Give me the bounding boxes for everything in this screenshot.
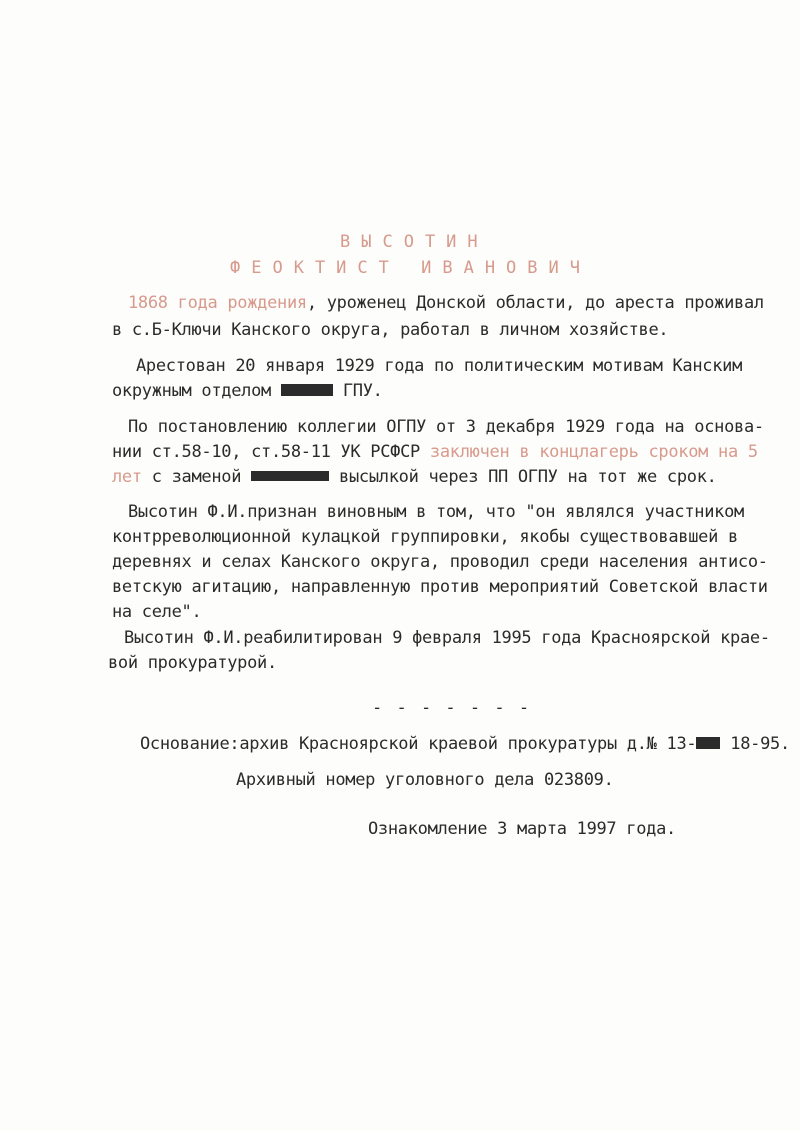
paragraph-charge-line-3: деревнях и селах Канского округа, проводил среди населения антисо-	[112, 552, 768, 572]
redaction-mark	[281, 384, 333, 396]
origin-text: , уроженец Донской области, до ареста проживал	[306, 293, 764, 313]
paragraph-arrest-line-2	[112, 380, 383, 402]
name-heading: ФЕОКТИСТ ИВАНОВИЧ	[230, 258, 591, 278]
archive-number-line: Архивный номер уголовного дела 023809.	[236, 770, 614, 790]
basis-line	[140, 733, 790, 755]
paragraph-sentence-line-2	[112, 441, 758, 463]
arrest-dept-text: окружным отделом	[112, 381, 281, 401]
paragraph-charge-line-1: Высотин Ф.И.признан виновным в том, что "он являлся участником	[128, 502, 744, 522]
case-number-text: 18-95.	[720, 734, 790, 754]
paragraph-arrest-line-1: Арестован 20 января 1929 года по политическим мотивам Канским	[136, 356, 743, 376]
separator-dashes: - - - - - - -	[372, 698, 532, 718]
gpu-text: ГПУ.	[332, 381, 383, 401]
paragraph-birth-line-1	[128, 292, 764, 314]
birth-year-text: 1868 года рождения	[128, 293, 307, 313]
paragraph-charge-line-4: ветскую агитацию, направленную против мероприятий Советской власти	[112, 577, 768, 597]
articles-text: нии ст.58-10, ст.58-11 УК РСФСР	[112, 442, 430, 462]
redaction-mark	[251, 471, 329, 481]
basis-text: Основание:архив Красноярской краевой прокуратуры д.№ 13-	[140, 734, 697, 754]
familiarization-line: Ознакомление 3 марта 1997 года.	[368, 819, 676, 839]
paragraph-rehab-line-1: Высотин Ф.И.реабилитирован 9 февраля 1995 года Красноярской крае-	[124, 628, 770, 648]
paragraph-charge-line-2: контрреволюционной кулацкой группировки, якобы существовавшей в	[112, 527, 738, 547]
years-text: лет	[112, 467, 142, 487]
camp-sentence-text: заключен в концлагерь сроком на 5	[429, 442, 758, 462]
surname-heading: ВЫСОТИН	[340, 232, 489, 252]
paragraph-sentence-line-3	[112, 466, 717, 488]
paragraph-charge-line-5: на селе".	[112, 602, 202, 622]
replacement-text: с заменой	[141, 467, 252, 487]
exile-text: высылкой через ПП ОГПУ на тот же срок.	[329, 467, 717, 487]
paragraph-birth-line-2: в с.Б-Ключи Канского округа, работал в личном хозяйстве.	[112, 320, 669, 340]
redaction-mark	[696, 737, 720, 749]
paragraph-sentence-line-1: По постановлению коллегии ОГПУ от 3 декабря 1929 года на основа-	[128, 417, 764, 437]
paragraph-rehab-line-2: вой прокуратурой.	[108, 653, 277, 673]
